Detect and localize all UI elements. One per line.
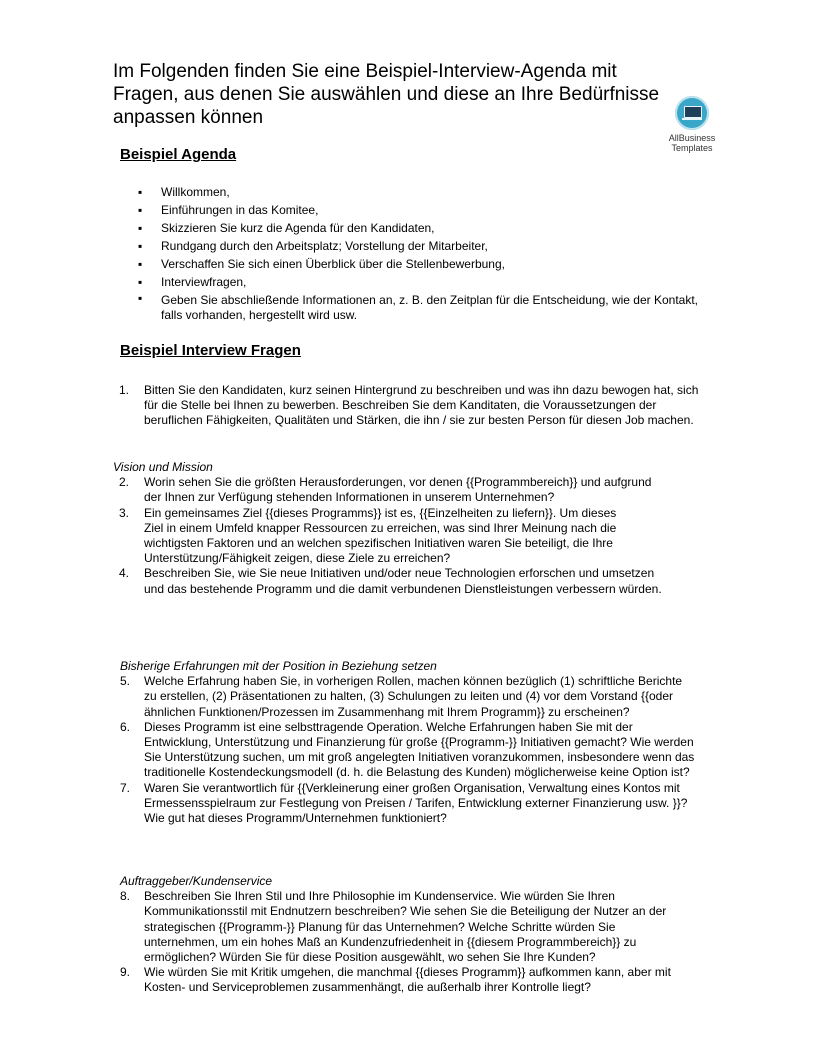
questions-heading: Beispiel Interview Fragen [120, 342, 301, 359]
list-item: ▪ Rundgang durch den Arbeitsplatz; Vorstellung der Mitarbeiter, [138, 239, 488, 253]
logo-line-1: AllBusiness [668, 133, 716, 143]
question-4: 4. Beschreiben Sie, wie Sie neue Initiativen und/oder neue Technologien erforschen und umsetzen und das bestehende Programm und die damit verbundenen Dienstleistungen verbessern würden. [119, 566, 662, 596]
allbusiness-templates-logo [662, 96, 722, 153]
document-title: Im Folgenden finden Sie eine Beispiel-Interview-Agenda mit Fragen, aus denen Sie auswählen und diese an Ihre Bedürfnisse anpassen können [113, 61, 660, 128]
question-1: 1. Bitten Sie den Kandidaten, kurz seinen Hintergrund zu beschreiben und was ihn dazu bewogen hat, sich für die Stelle bei Ihnen zu bewerben. Beschreiben Sie dem Kanditaten, die Voraussetzungen der beruflichen Fähigkeiten, Qualitäten und Stärken, die ihn / sie zur besten Person für diesen Job machen. [119, 383, 699, 428]
question-5: 5. Welche Erfahrung haben Sie, in vorherigen Rollen, machen können bezüglich (1) schriftliche Berichte zu erstellen, (2) Präsentationen zu halten, (3) Schulungen zu leiten und (4) vor dem Vorstand {{oder ähnlichen Funktionen/Prozessen im Zusammenhang mit Ihrem Programm}} zu erscheinen? [120, 674, 683, 719]
list-item: ▪ Verschaffen Sie sich einen Überblick über die Stellenbewerbung, [138, 257, 505, 271]
section-experience [120, 659, 695, 826]
section-vision-mission [113, 460, 713, 597]
list-item: ▪ Skizzieren Sie kurz die Agenda für den Kandidaten, [138, 221, 435, 235]
logo-line-2: Templates [671, 143, 713, 153]
section-label: Bisherige Erfahrungen mit der Position in Beziehung setzen [120, 659, 437, 673]
list-item: ▪ Geben Sie abschließende Informationen an, z. B. den Zeitplan für die Entscheidung, wie der Kontakt, falls vorhanden, hergestellt wird usw. [138, 291, 698, 322]
section-customer-service [120, 874, 690, 996]
laptop-icon [675, 96, 709, 130]
list-item: ▪ Interviewfragen, [138, 275, 247, 289]
question-2: 2. Worin sehen Sie die größten Herausforderungen, vor denen {{Programmbereich}} und aufgrund der Ihnen zur Verfügung stehenden Informationen in unserem Unternehmen? [119, 475, 652, 505]
question-6: 6. Dieses Programm ist eine selbsttragende Operation. Welche Erfahrungen haben Sie mit der Entwicklung, Unterstützung und Finanzierung für große {{Programm-}} Initiativen gemacht? Wie werden Sie Unterstützung suchen, um mit groß angelegten Initiativen voranzukommen, insbesondere wenn das traditionelle Kostendeckungsmodell (d. h. die Belastung des Kunden) möglicherweise keine Option ist? [120, 719, 695, 780]
section-label: Auftraggeber/Kundenservice [120, 874, 273, 888]
agenda-list [120, 183, 710, 323]
question-9: 9. Wie würden Sie mit Kritik umgehen, die manchmal {{dieses Programm}} aufkommen kann, aber mit Kosten- und Serviceproblemen zusammenhängt, die außerhalb ihrer Kontrolle liegt? [120, 965, 671, 995]
question-3: 3. Ein gemeinsames Ziel {{dieses Programms}} ist es, {{Einzelheiten zu liefern}}. Um dieses Ziel in einem Umfeld knapper Ressourcen zu erreichen, was sind Ihrer Meinung nach die wichtigsten Faktoren und an welchen spezifischen Initiativen waren Sie beteiligt, die Ihre Unterstützung/Fähigkeit zeigen, diese Ziele zu erreichen? [119, 505, 617, 566]
question-8: 8. Beschreiben Sie Ihren Stil und Ihre Philosophie im Kundenservice. Wie würden Sie Ihren Kommunikationsstil mit Endnutzern beschreiben? Wie sehen Sie die Beteiligung der Nutzer an der strategischen {{Programm-}} Planung für das Unternehmen? Welche Schritte würden Sie unternehmen, um ein hohes Maß an Kundenzufriedenheit in {{diesem Programmbereich}} zu ermöglichen? Würden Sie für diese Position ausgewählt, wo sehen Sie Ihre Kunden? [120, 889, 667, 965]
section-label: Vision und Mission [113, 460, 213, 474]
agenda-heading: Beispiel Agenda [120, 146, 237, 163]
list-item: ▪ Einführungen in das Komitee, [138, 203, 319, 217]
list-item: ▪ Willkommen, [138, 185, 230, 199]
question-7: 7. Waren Sie verantwortlich für {{Verkleinerung einer großen Organisation, Verwaltung eines Kontos mit Ermessensspielraum zur Festlegung von Preisen / Tarifen, Entwicklung externer Finanzierung usw. }}? Wie gut hat dieses Programm/Unternehmen funktioniert? [120, 780, 688, 826]
